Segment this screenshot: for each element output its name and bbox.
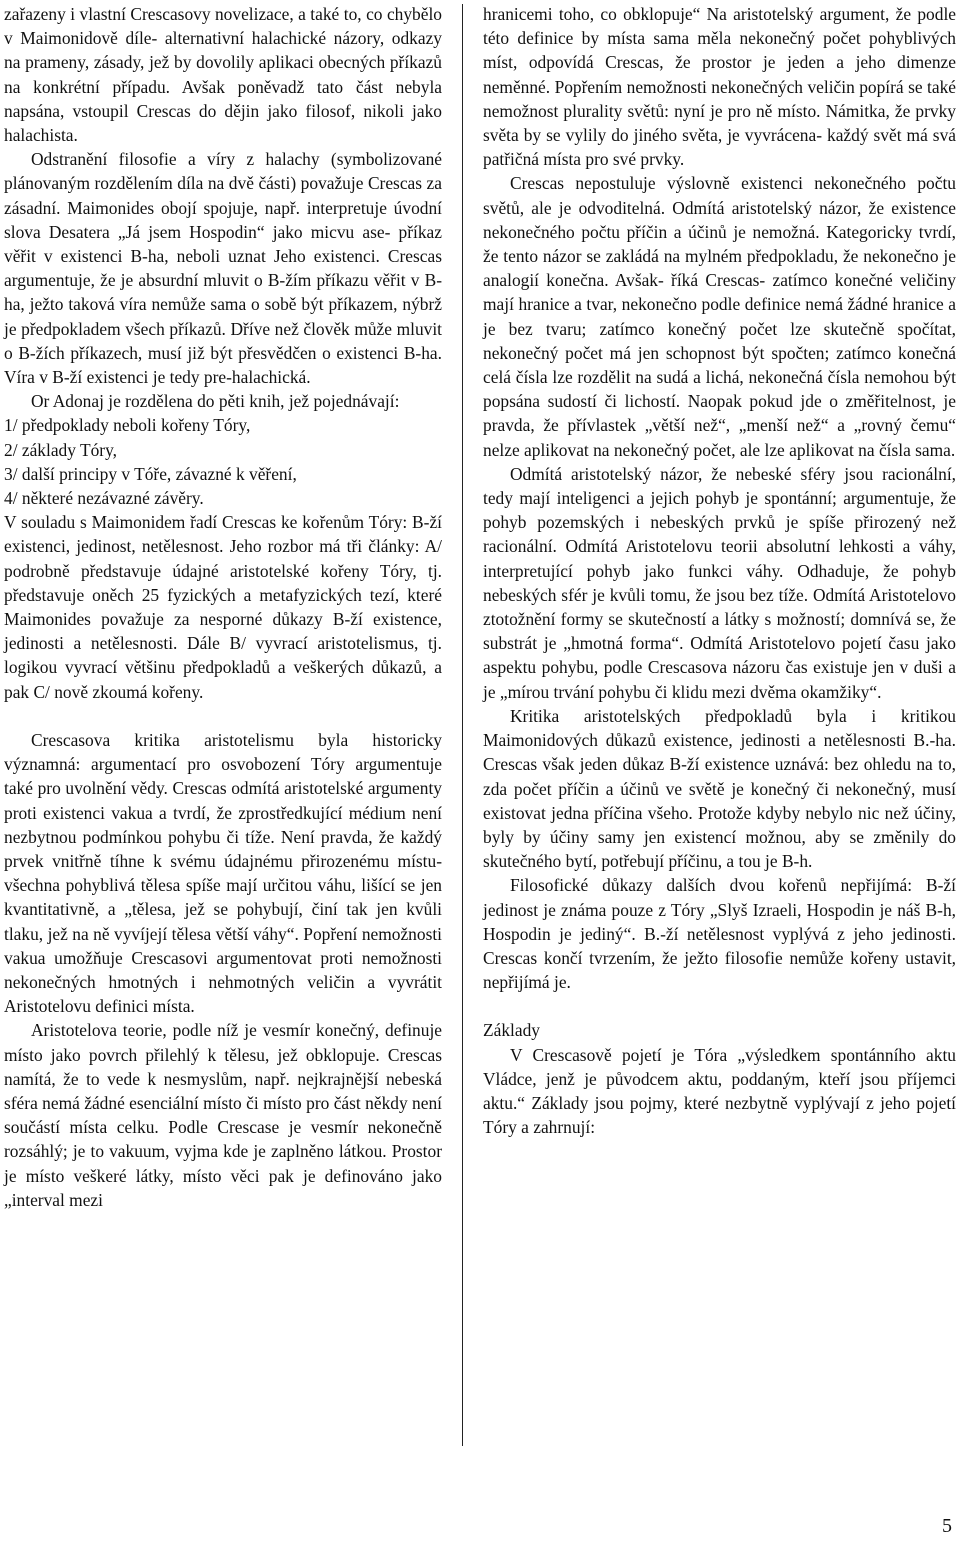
paragraph: Crescasova kritika aristotelismu byla historicky významná: argumentací pro osvobození Tóry argumentuje také pro uvolnění vědy. Crescas odmítá aristotelské argumenty proti existenci vakua a tvrdí, že zprostředkující médium není nezbytnou podmínkou pohybu či tíže. Není pravda, že každý prvek vnitřně tíhne k svému údajnému přirozenému místu- všechna pohyblivá tělesa spíše mají určitou váhu, lišící se jen kvantitativně, a „tělesa, jež se pohybují, činí tak jen kvůli tlaku, jež na ně vyvíjejí tělesa větší váhy“. Popření nemožnosti vakua umožňuje Crescasovi argumentovat proti nemožnosti nekonečných hmotných i nehmotných veličin a vyvrátit Aristotelovu definici místa. — [4, 729, 442, 1017]
paragraph: Kritika aristotelských předpokladů byla i kritikou Maimonidových důkazů existence, jedinosti a netělesnosti B.-ha. Crescas však jeden důkaz B-ží existence uznává: bez ohledu na to, zda počet příčin a účinů ve světě je konečný či nekonečný, musí existovat jedna příčina všeho. Protože kdyby nebylo nic než účiny, byly by účiny samy jen existencí možnou, aby se změnily do skutečného bytí, potřebují příčinu, a tou je B-h. — [483, 705, 956, 872]
section-heading: Základy — [483, 1020, 540, 1041]
paragraph: zařazeny i vlastní Crescasovy novelizace, a také to, co chybělo v Maimonidově díle- alternativní halachické názory, odkazy na prameny, zásady, jež by dovolily aplikaci obecných příkazů na konkrétní případu. Avšak poněvadž tato část nebyla napsána, vstoupil Crescas do dějin jako filosof, nikoli jako halachista. — [4, 4, 442, 146]
paragraph: V Crescasově pojetí je Tóra „výsledkem spontánního aktu Vládce, jenž je původcem aktu, poddaným, kteří jsou příjemci aktu.“ Základy jsou pojmy, které nezbytně vyplývají z jeho pojetí Tóry a zahrnují: — [483, 1044, 956, 1138]
list-item: 2/ základy Tóry, — [4, 439, 118, 460]
list-item: 1/ předpoklady neboli kořeny Tóry, — [4, 415, 251, 436]
paragraph: Filosofické důkazy dalších dvou kořenů nepřijímá: B-ží jedinost je známa pouze z Tóry „Slyš Izraeli, Hospodin je náš B-h, Hospodin je jediný“. B.-ží netělesnost vyplývá z jeho jedinosti. Crescas končí tvrzením, že ježto filosofie nemůže kořeny ustavit, nepřijímá je. — [483, 875, 956, 993]
paragraph: V souladu s Maimonidem řadí Crescas ke kořenům Tóry: B-ží existenci, jedinost, netělesnost. Jeho rozbor má tři články: A/ podrobně představuje údajné aristotelské kořeny Tóry, tj. představuje oněch 25 fyzických a metafyzických tezí, které Maimonides považuje za nesporné důkazy B-ží existence, jedinosti a netělesnosti. Dále B/ vyvrací aristotelismus, tj. logikou vyvrací většinu předpokladů a veškerých důkazů, a pak C/ nově zkoumá kořeny. — [4, 512, 442, 702]
list-item: 4/ některé nezávazné závěry. — [4, 488, 204, 509]
paragraph: Or Adonaj je rozdělena do pěti knih, jež pojednávají: — [30, 391, 400, 412]
page-number: 5 — [942, 1515, 952, 1537]
paragraph: Aristotelova teorie, podle níž je vesmír konečný, definuje místo jako povrch přilehlý k tělesu, jež obklopuje. Crescas namítá, že to vede k nesmyslům, např. nejkrajnější nebeská sféra nemá žádné esenciální místo či místo pro část někdy není součástí místa celku. Podle Crescase je vesmír nekonečně rozsáhlý; je to vakuum, vyjma kde je zaplněno látkou. Prostor je místo veškeré látky, místo věci pak je definováno jako „interval mezi — [4, 1020, 442, 1210]
paragraph: Odstranění filosofie a víry z halachy (symbolizované plánovaným rozdělením díla na dvě části) považuje Crescas za zásadní. Maimonides obojí spojuje, např. interpretuje úvodní slova Desatera „Já jsem Hospodin“ jako micvu ase- příkaz věřit v existenci B-ha, neboli uznat Jeho existenci. Crescas argumentuje, že je absurdní mluvit o B-žím příkazu věřit v B-ha, ježto taková víra nemůže sama o sobě být příkazem, nýbrž je předpokladem všech příkazů. Dříve než člověk může mluvit o B-žích příkazech, musí již být přesvědčen o existenci B-ha. Víra v B-ží existenci je tedy pre-halachická. — [4, 149, 442, 388]
paragraph: Crescas nepostuluje výslovně existenci nekonečného počtu světů, ale je odvoditelná. Odmítá aristotelský názor, že existence nekonečného počtu příčin a účinů je nemožná. Kategoricky tvrdí, že tento názor se zakládá na mylném předpokladu, že nekonečno je analogií konečna. Avšak- říká Crescas- zatímco konečné veličiny mají hranice a tvar, nekonečno podle definice nemá žádné hranice a je bez tvaru; zatímco konečný počet lze skutečně spočítat, nekonečný počet má jen schopnost být spočten; zatímco konečná celá čísla lze rozdělit na sudá a lichá, nekonečná čísla nemohou být popsána sudostí či lichostí. Naopak pokud jde o změřitelnost, je pravda, že přívlastek „větší než“, „menší než“ a „rovný čemu“ nelze aplikovat na nekonečný počet, ale lze aplikovat na čísla sama. — [483, 173, 956, 460]
paragraph-gap — [483, 994, 956, 1018]
left-column — [4, 2, 442, 1212]
paragraph: hranicemi toho, co obklopuje“ Na aristotelský argument, že podle této definice by místa sama měla nekonečný počet pohyblivých míst, odpovídá Crescas, že prostor je jeden a jeho dimenze neměnné. Popřením nemožnosti nekonečných veličin popírá se také nemožnost plurality světů: nyní je pro ně místo. Námitka, že prvky světa by se vylily do jiného světa, je vyvrácena- každý svět má svá patřičná místa pro své prvky. — [483, 4, 956, 170]
paragraph-gap — [4, 704, 442, 728]
column-divider — [462, 4, 463, 1446]
right-column — [483, 2, 956, 1139]
list-item: 3/ další principy v Tóře, závazné k věření, — [4, 463, 297, 484]
paragraph: Odmítá aristotelský názor, že nebeské sféry jsou racionální, tedy mají inteligenci a jejich pohyb je spontánní; argumentuje, že pohyb pozemských i nebeských prvků je spíše přirozený než racionální. Odmítá Aristotelovu teorii absolutní lehkosti a váhy, interpretující pohyb jako funkci váhy. Odhaduje, že pohyb nebeských sfér je kvůli tomu, že jsou bez tíže. Odmítá Aristotelovo ztotožnění formy se skutečností a látky s možností; domnívá se, že substrát je „hmotná forma“. Odmítá Aristotelovo pojetí času jako aspektu pohybu, podle Crescasova názoru čas existuje jen v duši a je „mírou trvání pohybu či klidu mezi dvěma okamžiky“. — [483, 463, 956, 702]
